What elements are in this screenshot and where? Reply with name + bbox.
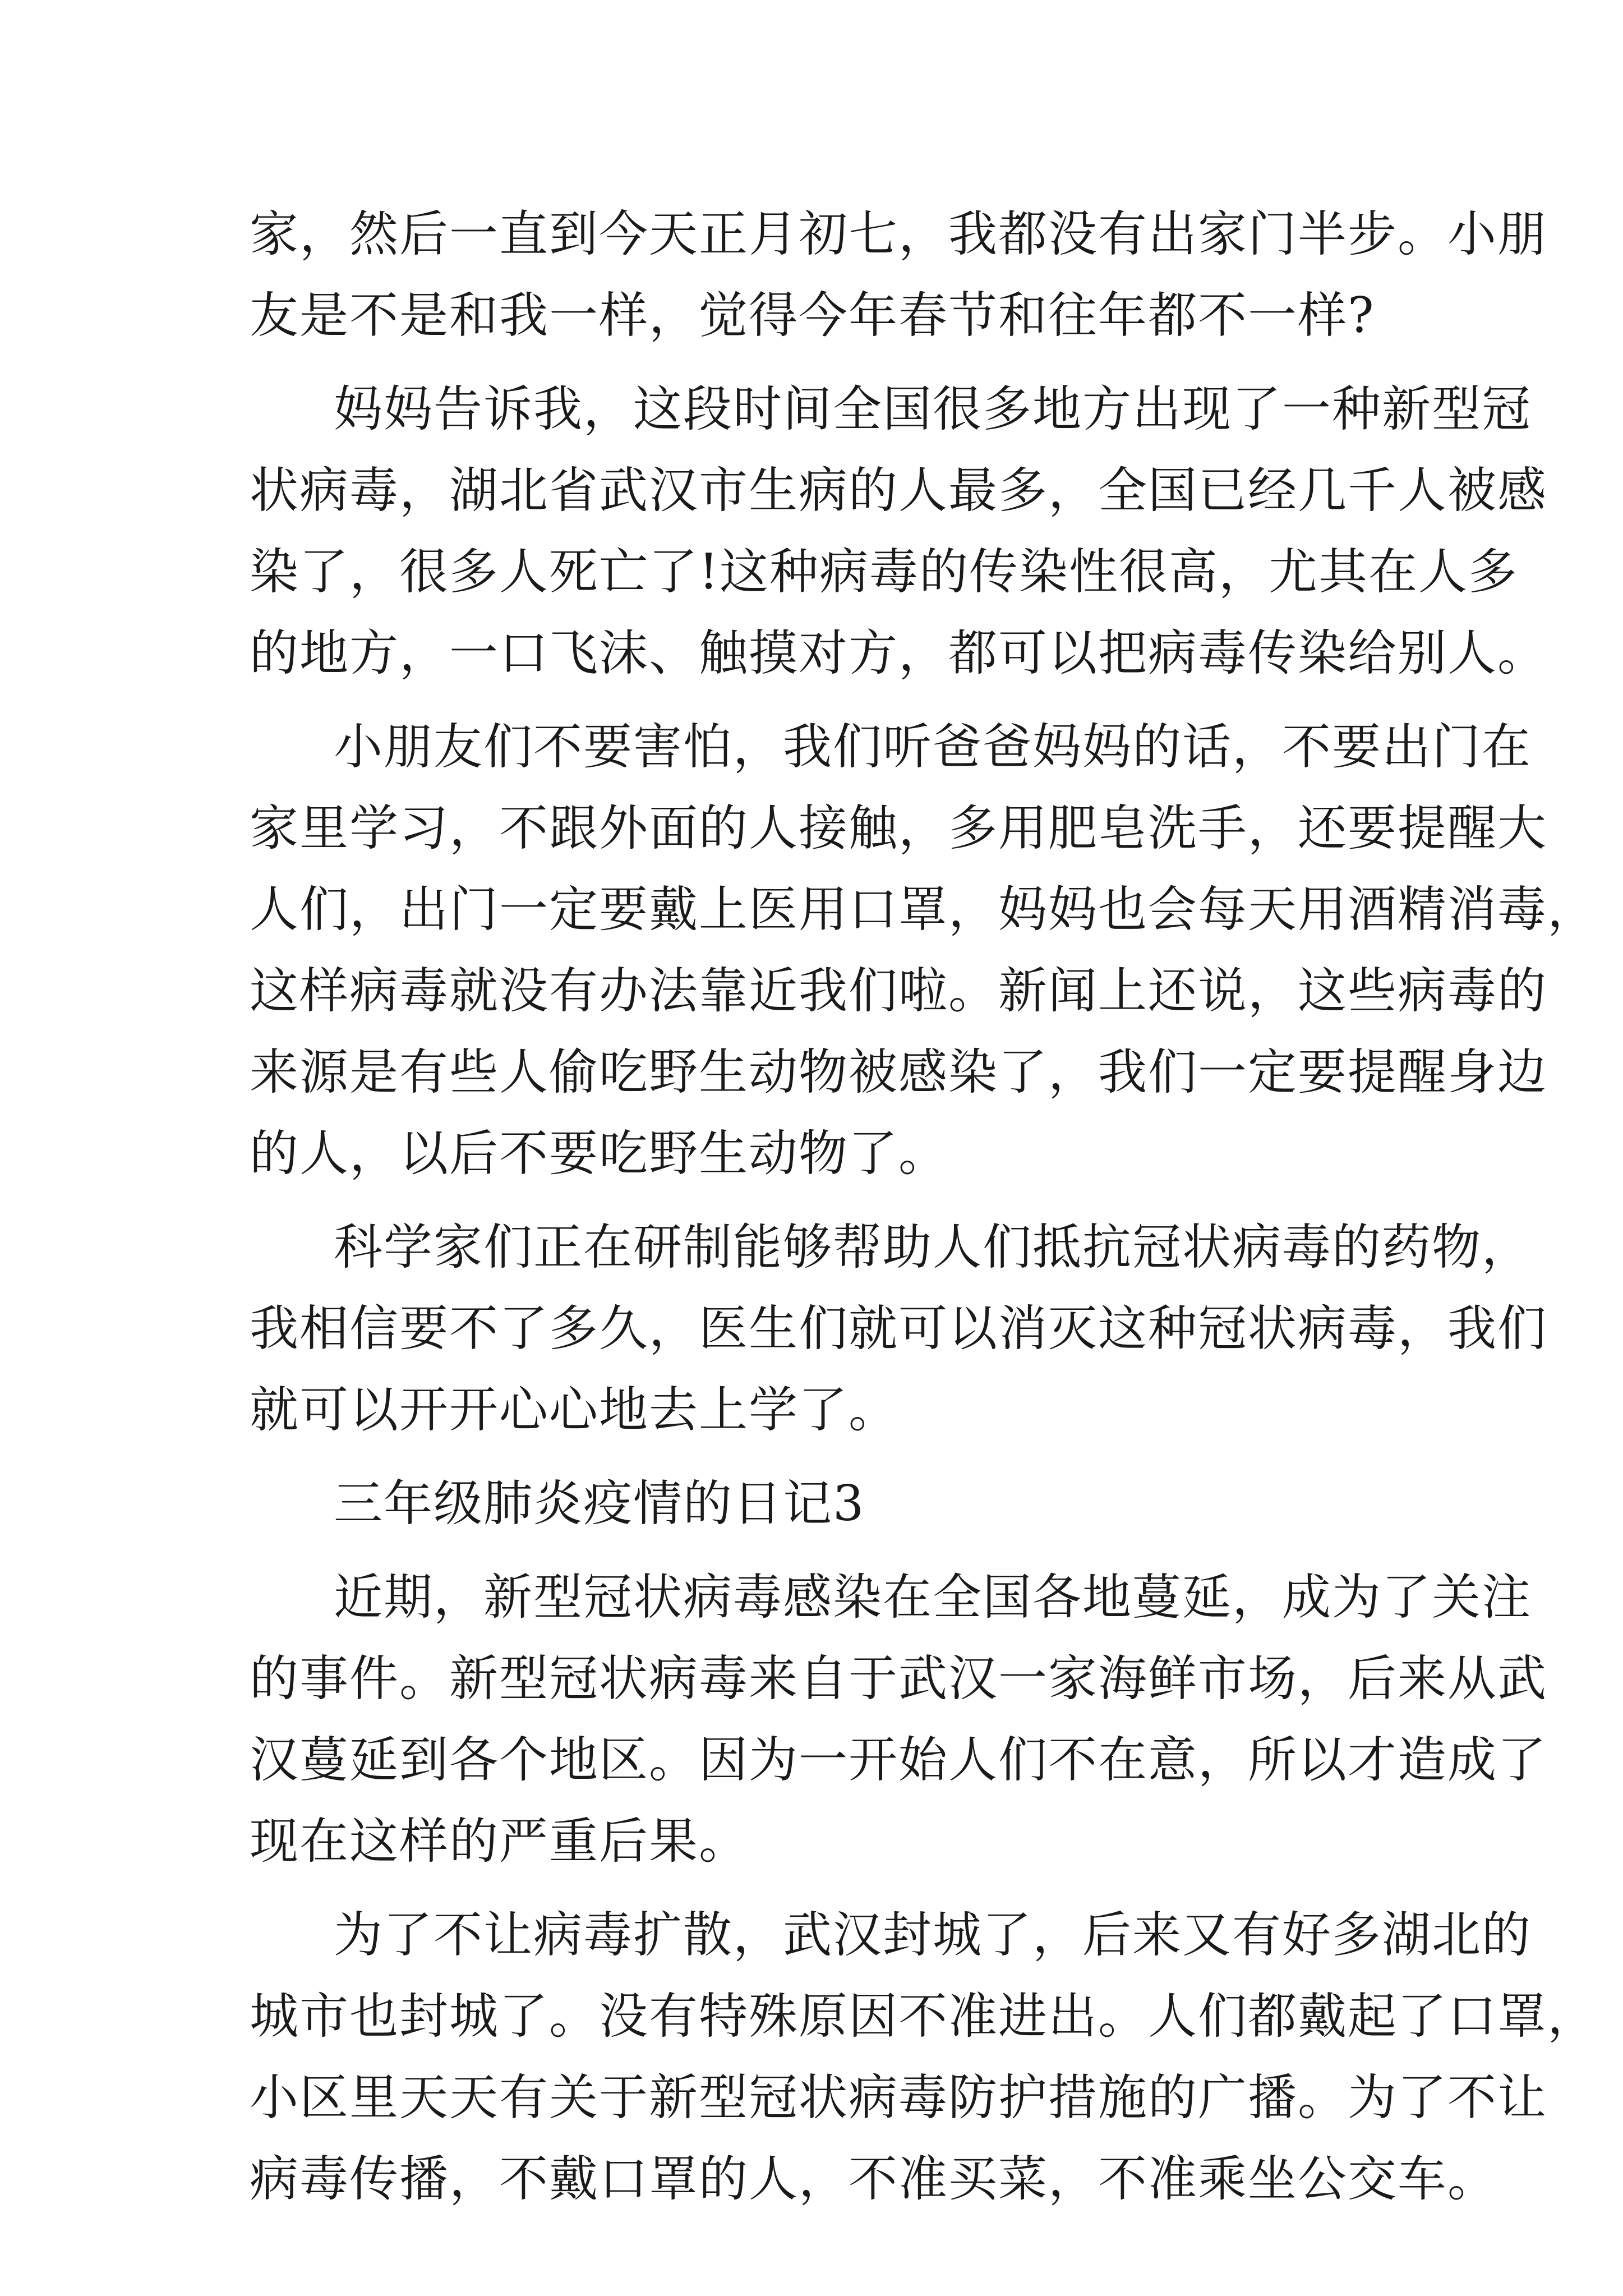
section-heading: 三年级肺炎疫情的日记3 xyxy=(334,1475,865,1532)
text-line: 家，然后一直到今天正月初七，我都没有出家门半步。小朋 xyxy=(250,205,1547,263)
text-line: 的事件。新型冠状病毒来自于武汉一家海鲜市场，后来从武 xyxy=(250,1650,1547,1707)
text-line: 的地方，一口飞沫、触摸对方，都可以把病毒传染给别人。 xyxy=(250,624,1547,682)
text-line: 小区里天天有关于新型冠状病毒防护措施的广播。为了不让 xyxy=(250,2069,1547,2126)
paragraph-start-line: 科学家们正在研制能够帮助人们抵抗冠状病毒的药物， xyxy=(334,1218,1532,1276)
text-line: 就可以开开心心地去上学了。 xyxy=(250,1381,898,1438)
text-line: 城市也封城了。没有特殊原因不准进出。人们都戴起了口罩， xyxy=(250,1987,1597,2045)
paragraph-start-line: 近期，新型冠状病毒感染在全国各地蔓延，成为了关注 xyxy=(334,1568,1532,1626)
document-body xyxy=(250,194,1597,2220)
paragraph-start-line: 妈妈告诉我，这段时间全国很多地方出现了一种新型冠 xyxy=(334,380,1532,438)
text-line: 汉蔓延到各个地区。因为一开始人们不在意，所以才造成了 xyxy=(250,1731,1547,1788)
paragraph-start-line: 为了不让病毒扩散，武汉封城了，后来又有好多湖北的 xyxy=(334,1906,1532,1963)
text-line: 现在这样的严重后果。 xyxy=(250,1812,749,1870)
text-line: 染了，很多人死亡了!这种病毒的传染性很高，尤其在人多 xyxy=(250,543,1518,600)
text-line: 状病毒，湖北省武汉市生病的人最多，全国已经几千人被感 xyxy=(250,462,1547,519)
text-line: 友是不是和我一样，觉得今年春节和往年都不一样? xyxy=(250,287,1375,344)
text-line: 家里学习，不跟外面的人接触，多用肥皂洗手，还要提醒大 xyxy=(250,799,1547,857)
text-line: 的人，以后不要吃野生动物了。 xyxy=(250,1125,948,1182)
text-line: 来源是有些人偷吃野生动物被感染了，我们一定要提醒身边 xyxy=(250,1043,1547,1101)
text-line: 我相信要不了多久，医生们就可以消灭这种冠状病毒，我们 xyxy=(250,1300,1547,1357)
text-line: 这样病毒就没有办法靠近我们啦。新闻上还说，这些病毒的 xyxy=(250,962,1547,1019)
paragraph-start-line: 小朋友们不要害怕，我们听爸爸妈妈的话，不要出门在 xyxy=(334,718,1532,775)
text-line: 人们，出门一定要戴上医用口罩，妈妈也会每天用酒精消毒， xyxy=(250,881,1597,938)
text-line: 病毒传播，不戴口罩的人，不准买菜，不准乘坐公交车。 xyxy=(250,2150,1497,2207)
